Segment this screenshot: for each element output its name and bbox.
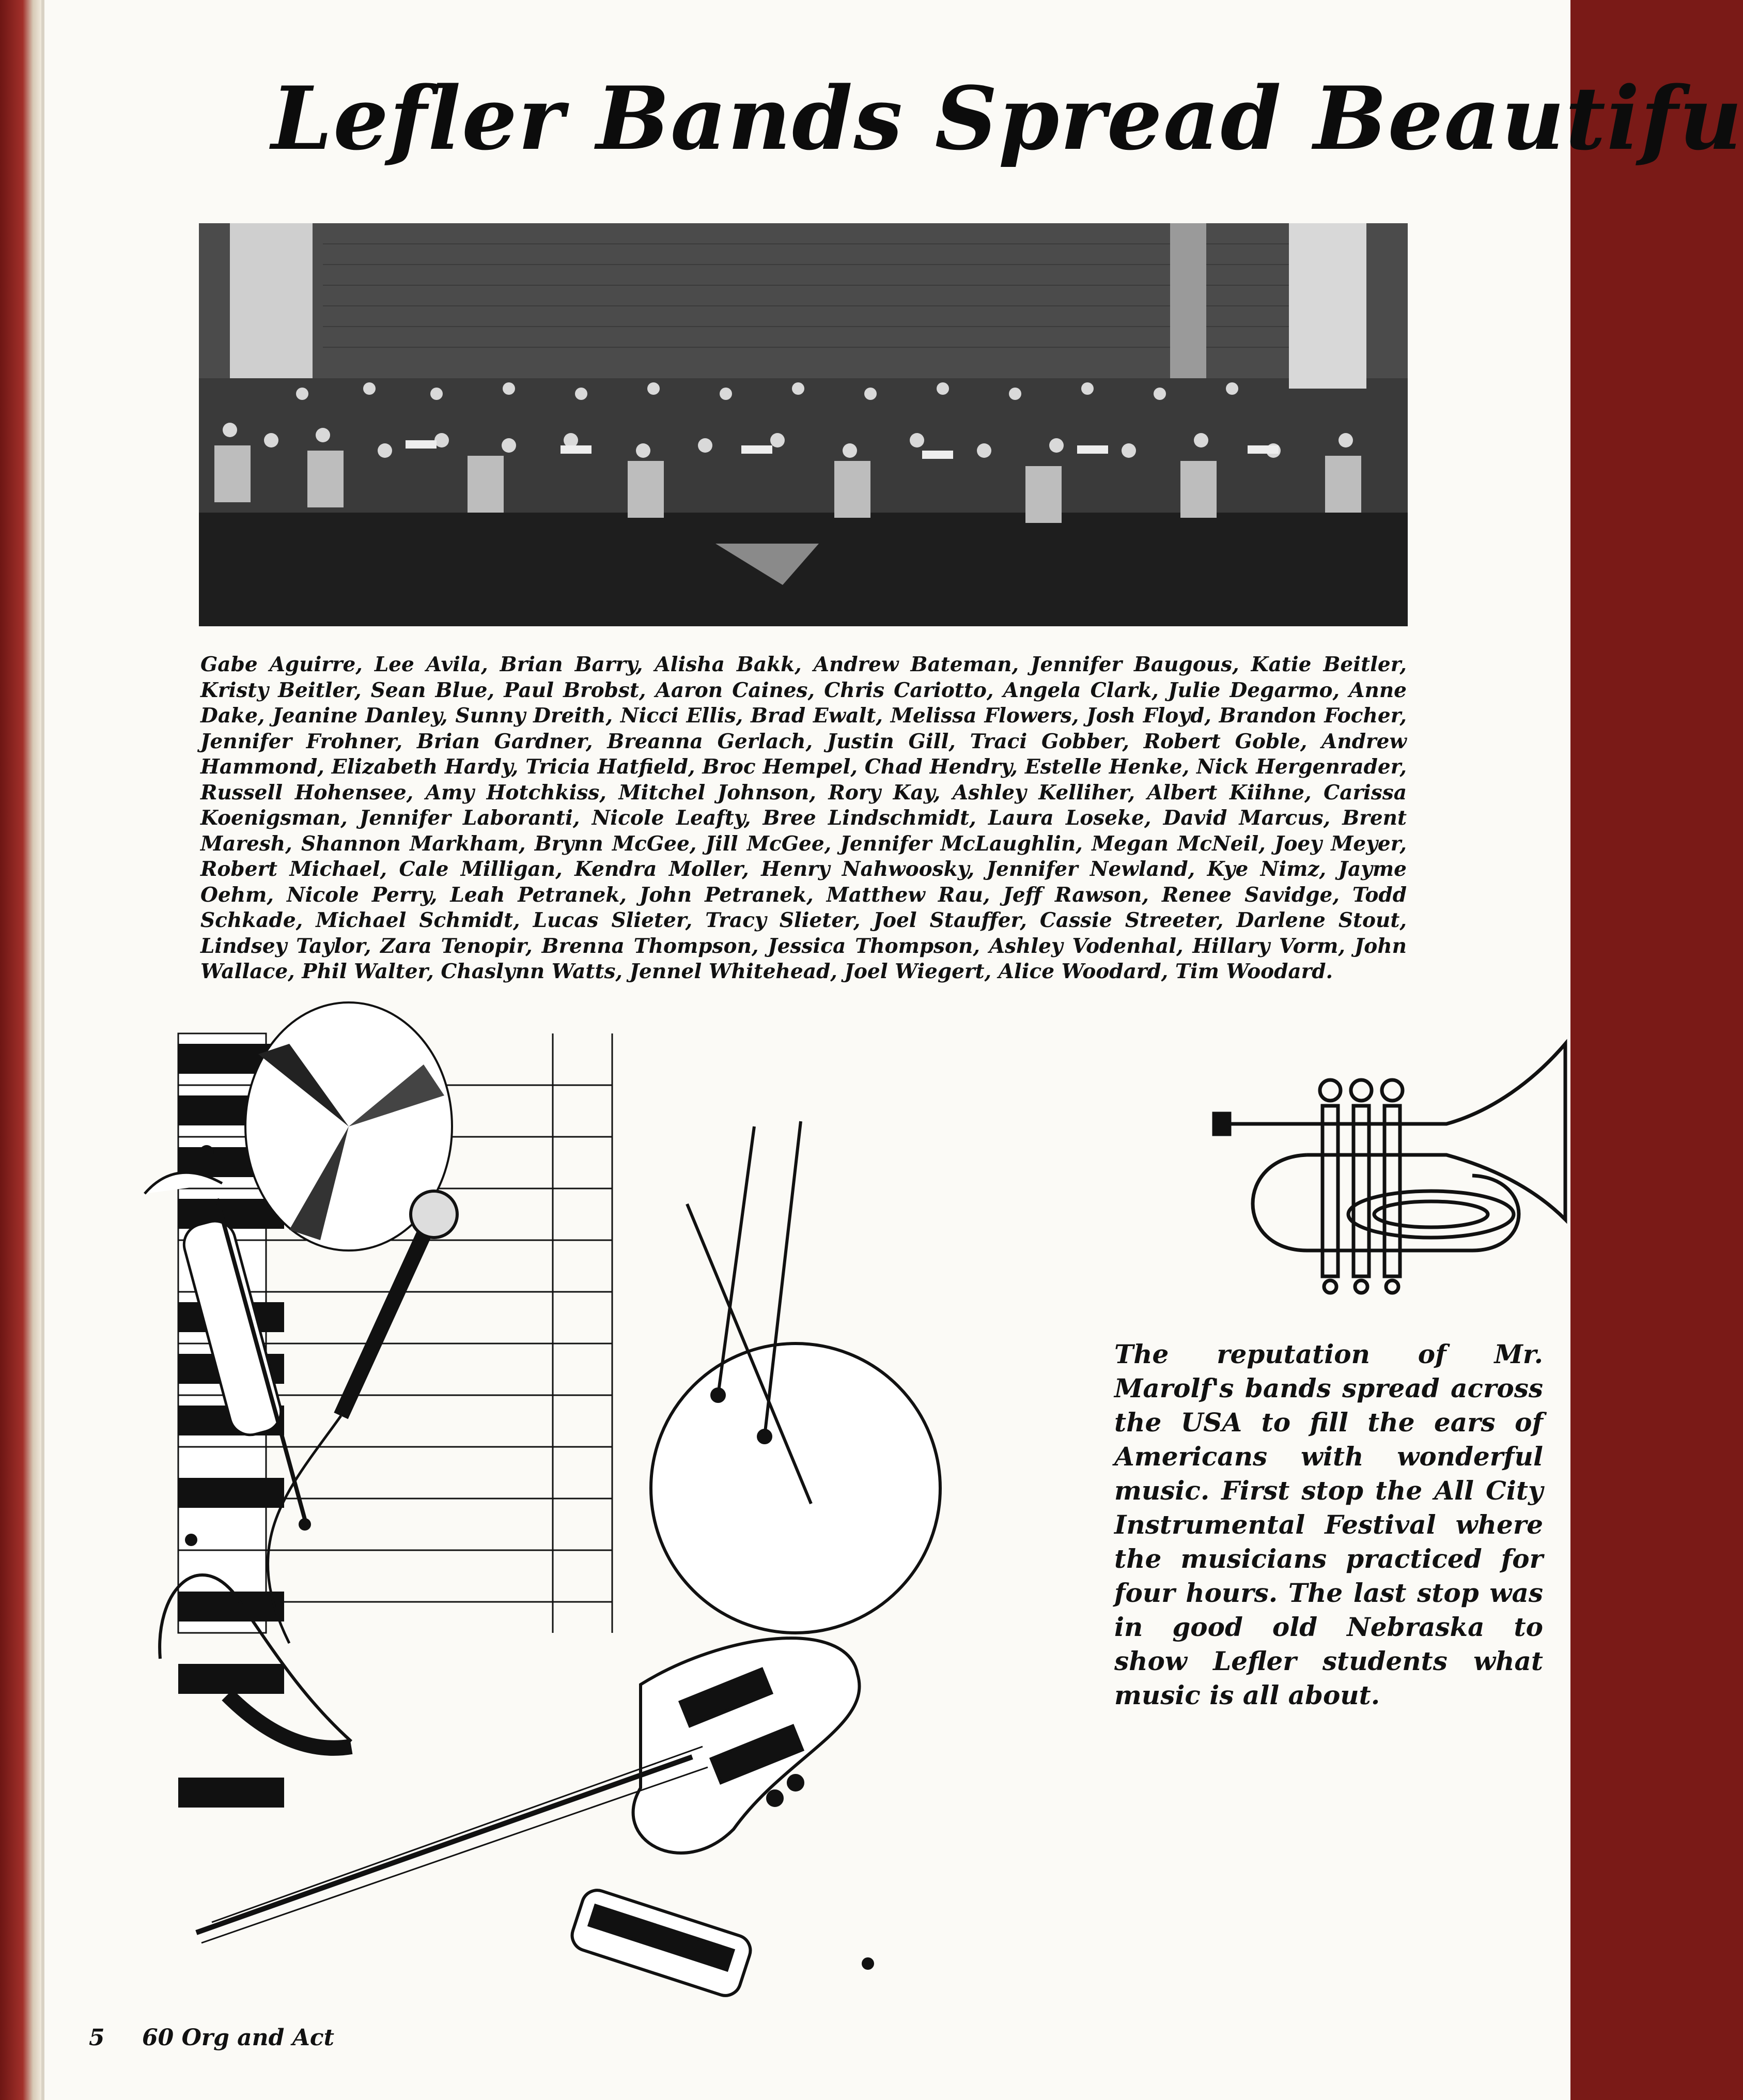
page-folio (142, 2025, 334, 2051)
page-number: 60 (142, 2025, 174, 2051)
yearbook-page (41, 0, 1743, 2100)
page-title: Lefler Bands Spread Beautifu (271, 67, 1743, 169)
instrument-collage (134, 1023, 1013, 1995)
snare-drum-illustration (568, 1886, 754, 1999)
book-spine (0, 0, 41, 2100)
story-caption: The reputation of Mr. Marolf's bands spread across the USA to fill the ears of Americans with wonderful music. First stop the All City Instrumental Festival where the musicians practiced for four hours. The last stop was in good old Nebraska to show Lefler students what music is all about. (1114, 1339, 1543, 1710)
section-label: Org and Act (181, 2025, 334, 2051)
band-member-names: Gabe Aguirre, Lee Avila, Brian Barry, Alisha Bakk, Andrew Bateman, Jennifer Baugous, Katie Beitler, Kristy Beitler, Sean Blue, Paul Brobst, Aaron Caines, Chris Cariotto, Angela Clark, Julie Degarmo, Anne Dake, Jeanine Danley, Sunny Dreith, Nicci Ellis, Brad Ewalt, Melissa Flowers, Josh Floyd, Brandon Focher, Jennifer Frohner, Brian Gardner, Breanna Gerlach, Justin Gill, Traci Gobber, Robert Goble, Andrew Hammond, Elizabeth Hardy, Tricia Hatfield, Broc Hempel, Chad Hendry, Estelle Henke, Nick Hergenrader, Russell Hohensee, Amy Hotchkiss, Mitchel Johnson, Rory Kay, Ashley Kelliher, Albert Kiihne, Carissa Koenigsman, Jennifer Laboranti, Nicole Leafty, Bree Lindschmidt, Laura Loseke, David Marcus, Brent Maresh, Shannon Markham, Brynn McGee, Jill McGee, Jennifer McLaughlin, Megan McNeil, Joey Meyer, Robert Michael, Cale Milligan, Kendra Moller, Henry Nahwoosky, Jennifer Newland, Kye Nimz, Jayme Oehm, Nicole Perry, Leah Petranek, John Petranek, Matthew Rau, Jeff Rawson, Renee Savidge, Todd Schkade, Michael Schmidt, Lucas Slieter, Tracy Slieter, Joel Stauffer, Cassie Streeter, Darlene Stout, Lindsey Taylor, Zara Tenopir, Brenna Thompson, Jessica Thompson, Ashley Vodenhal, Hillary Vorm, John Wallace, Phil Walter, Chaslynn Watts, Jennel Whitehead, Joel Wiegert, Alice Woodard, Tim Woodard. (200, 653, 1407, 983)
electric-guitar-illustration (196, 1638, 859, 1943)
band-group-photo (199, 223, 1408, 626)
cornet-illustration (1204, 1033, 1586, 1302)
microphone-illustration (268, 1191, 457, 1643)
facing-page-number: 5 (89, 2025, 105, 2051)
drum-illustration (651, 1121, 940, 1633)
page-edge (41, 0, 44, 2100)
